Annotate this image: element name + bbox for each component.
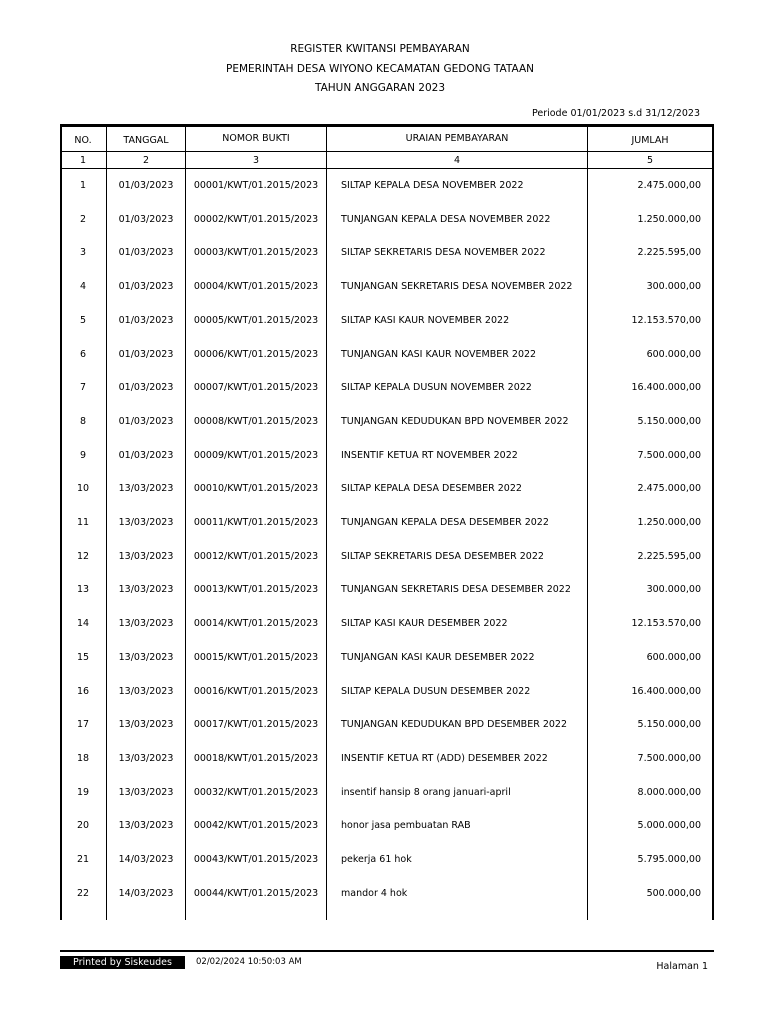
row-number: 21 <box>76 854 90 865</box>
row-date: 01/03/2023 <box>118 450 174 461</box>
row-number: 15 <box>76 652 90 663</box>
row-receipt-number: 00043/KWT/01.2015/2023 <box>193 854 319 865</box>
row-amount: 7.500.000,00 <box>637 753 701 764</box>
report-fiscal-year: TAHUN ANGGARAN 2023 <box>314 82 445 94</box>
column-number: 5 <box>646 155 654 166</box>
row-description: INSENTIF KETUA RT (ADD) DESEMBER 2022 <box>341 753 548 764</box>
row-description: TUNJANGAN KEPALA DESA NOVEMBER 2022 <box>341 214 551 225</box>
row-receipt-number: 00005/KWT/01.2015/2023 <box>193 315 319 326</box>
row-amount: 12.153.570,00 <box>631 618 701 629</box>
row-receipt-number: 00002/KWT/01.2015/2023 <box>193 214 319 225</box>
row-description: SILTAP KEPALA DUSUN DESEMBER 2022 <box>341 686 531 697</box>
row-description: TUNJANGAN KASI KAUR NOVEMBER 2022 <box>341 349 537 360</box>
column-header-nomor-bukti: NOMOR BUKTI <box>222 133 290 144</box>
row-description: TUNJANGAN KASI KAUR DESEMBER 2022 <box>341 652 535 663</box>
row-description: SILTAP KEPALA DESA NOVEMBER 2022 <box>341 180 524 191</box>
row-date: 01/03/2023 <box>118 247 174 258</box>
row-amount: 5.795.000,00 <box>637 854 701 865</box>
row-date: 13/03/2023 <box>118 551 174 562</box>
row-number: 19 <box>76 787 90 798</box>
row-receipt-number: 00008/KWT/01.2015/2023 <box>193 416 319 427</box>
row-date: 13/03/2023 <box>118 483 174 494</box>
row-description: TUNJANGAN SEKRETARIS DESA DESEMBER 2022 <box>341 584 571 595</box>
row-description: SILTAP KASI KAUR NOVEMBER 2022 <box>341 315 510 326</box>
row-description: honor jasa pembuatan RAB <box>341 820 471 831</box>
row-receipt-number: 00014/KWT/01.2015/2023 <box>193 618 319 629</box>
row-receipt-number: 00003/KWT/01.2015/2023 <box>193 247 319 258</box>
row-date: 14/03/2023 <box>118 888 174 899</box>
row-number: 18 <box>76 753 90 764</box>
table-top-border <box>60 124 714 127</box>
column-number: 2 <box>142 155 150 166</box>
row-description: TUNJANGAN KEDUDUKAN BPD DESEMBER 2022 <box>341 719 567 730</box>
row-receipt-number: 00017/KWT/01.2015/2023 <box>193 719 319 730</box>
row-amount: 1.250.000,00 <box>637 214 701 225</box>
row-date: 13/03/2023 <box>118 820 174 831</box>
row-receipt-number: 00009/KWT/01.2015/2023 <box>193 450 319 461</box>
column-header-jumlah: JUMLAH <box>631 135 669 146</box>
row-number: 2 <box>79 214 87 225</box>
row-description: mandor 4 hok <box>341 888 408 899</box>
printed-by-badge: Printed by Siskeudes <box>60 956 185 969</box>
row-receipt-number: 00004/KWT/01.2015/2023 <box>193 281 319 292</box>
row-number: 17 <box>76 719 90 730</box>
row-date: 13/03/2023 <box>118 753 174 764</box>
report-subtitle: PEMERINTAH DESA WIYONO KECAMATAN GEDONG TATAAN <box>225 63 535 75</box>
row-date: 13/03/2023 <box>118 686 174 697</box>
row-amount: 12.153.570,00 <box>631 315 701 326</box>
row-number: 1 <box>79 180 87 191</box>
row-receipt-number: 00018/KWT/01.2015/2023 <box>193 753 319 764</box>
print-timestamp: 02/02/2024 10:50:03 AM <box>196 957 302 967</box>
row-description: INSENTIF KETUA RT NOVEMBER 2022 <box>341 450 518 461</box>
row-amount: 8.000.000,00 <box>637 787 701 798</box>
table-border-right <box>712 127 714 920</box>
row-date: 13/03/2023 <box>118 618 174 629</box>
row-number: 11 <box>76 517 90 528</box>
column-header-uraian: URAIAN PEMBAYARAN <box>405 133 509 144</box>
row-description: insentif hansip 8 orang januari-april <box>341 787 511 798</box>
row-date: 13/03/2023 <box>118 719 174 730</box>
row-amount: 7.500.000,00 <box>637 450 701 461</box>
header-divider <box>60 168 714 169</box>
report-title: REGISTER KWITANSI PEMBAYARAN <box>290 43 470 55</box>
row-date: 01/03/2023 <box>118 416 174 427</box>
row-receipt-number: 00044/KWT/01.2015/2023 <box>193 888 319 899</box>
row-number: 20 <box>76 820 90 831</box>
row-description: SILTAP SEKRETARIS DESA DESEMBER 2022 <box>341 551 544 562</box>
row-amount: 5.000.000,00 <box>637 820 701 831</box>
row-number: 4 <box>79 281 87 292</box>
row-amount: 500.000,00 <box>646 888 701 899</box>
page-number: Halaman 1 <box>656 961 708 972</box>
row-receipt-number: 00001/KWT/01.2015/2023 <box>193 180 319 191</box>
row-number: 6 <box>79 349 87 360</box>
row-number: 7 <box>79 382 87 393</box>
row-description: TUNJANGAN KEDUDUKAN BPD NOVEMBER 2022 <box>341 416 569 427</box>
row-amount: 5.150.000,00 <box>637 416 701 427</box>
row-date: 01/03/2023 <box>118 349 174 360</box>
row-amount: 2.475.000,00 <box>637 483 701 494</box>
row-amount: 600.000,00 <box>646 349 701 360</box>
row-amount: 16.400.000,00 <box>631 686 701 697</box>
header-divider <box>60 151 714 152</box>
footer-divider <box>60 950 714 952</box>
row-number: 13 <box>76 584 90 595</box>
row-amount: 16.400.000,00 <box>631 382 701 393</box>
row-amount: 2.475.000,00 <box>637 180 701 191</box>
row-receipt-number: 00013/KWT/01.2015/2023 <box>193 584 319 595</box>
row-date: 13/03/2023 <box>118 652 174 663</box>
row-date: 01/03/2023 <box>118 180 174 191</box>
row-amount: 300.000,00 <box>646 584 701 595</box>
row-number: 12 <box>76 551 90 562</box>
column-number: 3 <box>252 155 260 166</box>
row-number: 10 <box>76 483 90 494</box>
row-number: 22 <box>76 888 90 899</box>
row-date: 13/03/2023 <box>118 584 174 595</box>
row-receipt-number: 00006/KWT/01.2015/2023 <box>193 349 319 360</box>
row-date: 01/03/2023 <box>118 281 174 292</box>
row-receipt-number: 00011/KWT/01.2015/2023 <box>193 517 319 528</box>
row-receipt-number: 00010/KWT/01.2015/2023 <box>193 483 319 494</box>
row-date: 13/03/2023 <box>118 517 174 528</box>
row-amount: 2.225.595,00 <box>637 247 701 258</box>
row-date: 13/03/2023 <box>118 787 174 798</box>
column-header-tanggal: TANGGAL <box>123 135 169 146</box>
row-number: 9 <box>79 450 87 461</box>
row-description: TUNJANGAN KEPALA DESA DESEMBER 2022 <box>341 517 549 528</box>
column-number: 1 <box>79 155 87 166</box>
column-number: 4 <box>453 155 461 166</box>
column-divider <box>326 127 327 920</box>
row-number: 16 <box>76 686 90 697</box>
row-description: SILTAP KEPALA DESA DESEMBER 2022 <box>341 483 522 494</box>
row-receipt-number: 00042/KWT/01.2015/2023 <box>193 820 319 831</box>
row-date: 01/03/2023 <box>118 214 174 225</box>
row-date: 01/03/2023 <box>118 382 174 393</box>
column-header-no: NO. <box>74 135 92 146</box>
row-receipt-number: 00007/KWT/01.2015/2023 <box>193 382 319 393</box>
row-receipt-number: 00016/KWT/01.2015/2023 <box>193 686 319 697</box>
row-amount: 1.250.000,00 <box>637 517 701 528</box>
row-description: SILTAP KEPALA DUSUN NOVEMBER 2022 <box>341 382 532 393</box>
row-description: pekerja 61 hok <box>341 854 412 865</box>
row-date: 14/03/2023 <box>118 854 174 865</box>
row-number: 8 <box>79 416 87 427</box>
row-date: 01/03/2023 <box>118 315 174 326</box>
row-description: SILTAP KASI KAUR DESEMBER 2022 <box>341 618 508 629</box>
row-receipt-number: 00015/KWT/01.2015/2023 <box>193 652 319 663</box>
row-amount: 300.000,00 <box>646 281 701 292</box>
row-amount: 600.000,00 <box>646 652 701 663</box>
row-amount: 2.225.595,00 <box>637 551 701 562</box>
row-number: 3 <box>79 247 87 258</box>
report-period: Periode 01/01/2023 s.d 31/12/2023 <box>531 108 700 119</box>
row-number: 14 <box>76 618 90 629</box>
row-description: TUNJANGAN SEKRETARIS DESA NOVEMBER 2022 <box>341 281 573 292</box>
row-receipt-number: 00032/KWT/01.2015/2023 <box>193 787 319 798</box>
row-amount: 5.150.000,00 <box>637 719 701 730</box>
row-receipt-number: 00012/KWT/01.2015/2023 <box>193 551 319 562</box>
row-number: 5 <box>79 315 87 326</box>
row-description: SILTAP SEKRETARIS DESA NOVEMBER 2022 <box>341 247 546 258</box>
